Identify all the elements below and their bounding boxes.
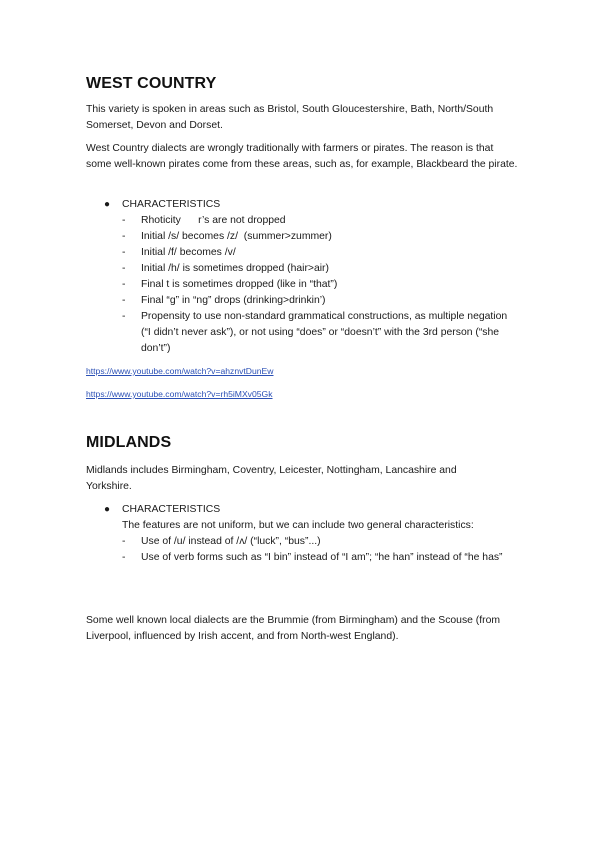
list-item: - Use of /u/ instead of /ʌ/ (“luck”, “bus”...) bbox=[86, 534, 526, 550]
youtube-link-1[interactable]: https://www.youtube.com/watch?v=ahznvtDunEw bbox=[86, 366, 274, 376]
characteristics-label: CHARACTERISTICS bbox=[122, 504, 221, 515]
characteristics-bullet bbox=[86, 197, 526, 213]
dash-icon: - bbox=[122, 295, 126, 306]
list-item: - Rhoticity r’s are not dropped bbox=[86, 213, 526, 229]
dash-icon: - bbox=[122, 263, 126, 274]
dash-icon: - bbox=[122, 311, 126, 322]
list-item: - Use of verb forms such as “I bin” instead of “I am”; “he han” instead of “he has” bbox=[86, 550, 516, 566]
dash-icon: - bbox=[122, 247, 126, 258]
list-item: - Final “g” in “ng” drops (drinking>drinkin’) bbox=[86, 293, 526, 309]
west-country-pirates-paragraph: West Country dialects are wrongly traditionally with farmers or pirates. The reason is that some well-known pirates come from these areas, such as, for example, Blackbeard the pirate. bbox=[86, 143, 518, 170]
characteristics-label: CHARACTERISTICS bbox=[122, 199, 221, 210]
list-item: - Final t is sometimes dropped (like in “that”) bbox=[86, 277, 526, 293]
bullet-icon: ● bbox=[104, 199, 111, 210]
dash-icon: - bbox=[122, 215, 126, 226]
list-item: - Initial /s/ becomes /z/ (summer>zummer) bbox=[86, 229, 526, 245]
west-country-heading: WEST COUNTRY bbox=[86, 75, 217, 92]
dash-icon: - bbox=[122, 279, 126, 290]
dash-icon: - bbox=[122, 552, 126, 563]
youtube-link-2[interactable]: https://www.youtube.com/watch?v=rh5iMXv05Gk bbox=[86, 389, 273, 399]
midlands-characteristics-intro: The features are not uniform, but we can include two general characteristics: bbox=[122, 520, 474, 531]
dash-icon: - bbox=[122, 536, 126, 547]
closing-paragraph: Some well known local dialects are the Brummie (from Birmingham) and the Scouse (from Liverpool, influenced by Irish accent, and from North-west England). bbox=[86, 615, 501, 642]
bullet-icon: ● bbox=[104, 504, 111, 515]
midlands-feature-list bbox=[86, 534, 526, 566]
midlands-heading: MIDLANDS bbox=[86, 434, 172, 451]
list-item: - Initial /h/ is sometimes dropped (hair>air) bbox=[86, 261, 526, 277]
list-item: - Initial /f/ becomes /v/ bbox=[86, 245, 526, 261]
list-item: - Propensity to use non-standard grammatical constructions, as multiple negation (“I didn’t never ask”), or not using “does” or “doesn’t” with the 3rd person (“she don’t”) bbox=[122, 311, 508, 354]
west-country-intro-paragraph: This variety is spoken in areas such as Bristol, South Gloucestershire, Bath, North/South Somerset, Devon and Dorset. bbox=[86, 104, 494, 131]
west-country-feature-list bbox=[86, 213, 526, 357]
dash-icon: - bbox=[122, 231, 126, 242]
midlands-characteristics bbox=[86, 502, 526, 566]
west-country-characteristics bbox=[86, 197, 526, 357]
midlands-intro-paragraph: Midlands includes Birmingham, Coventry, Leicester, Nottingham, Lancashire and Yorkshire. bbox=[86, 465, 457, 492]
characteristics-bullet bbox=[86, 502, 526, 518]
